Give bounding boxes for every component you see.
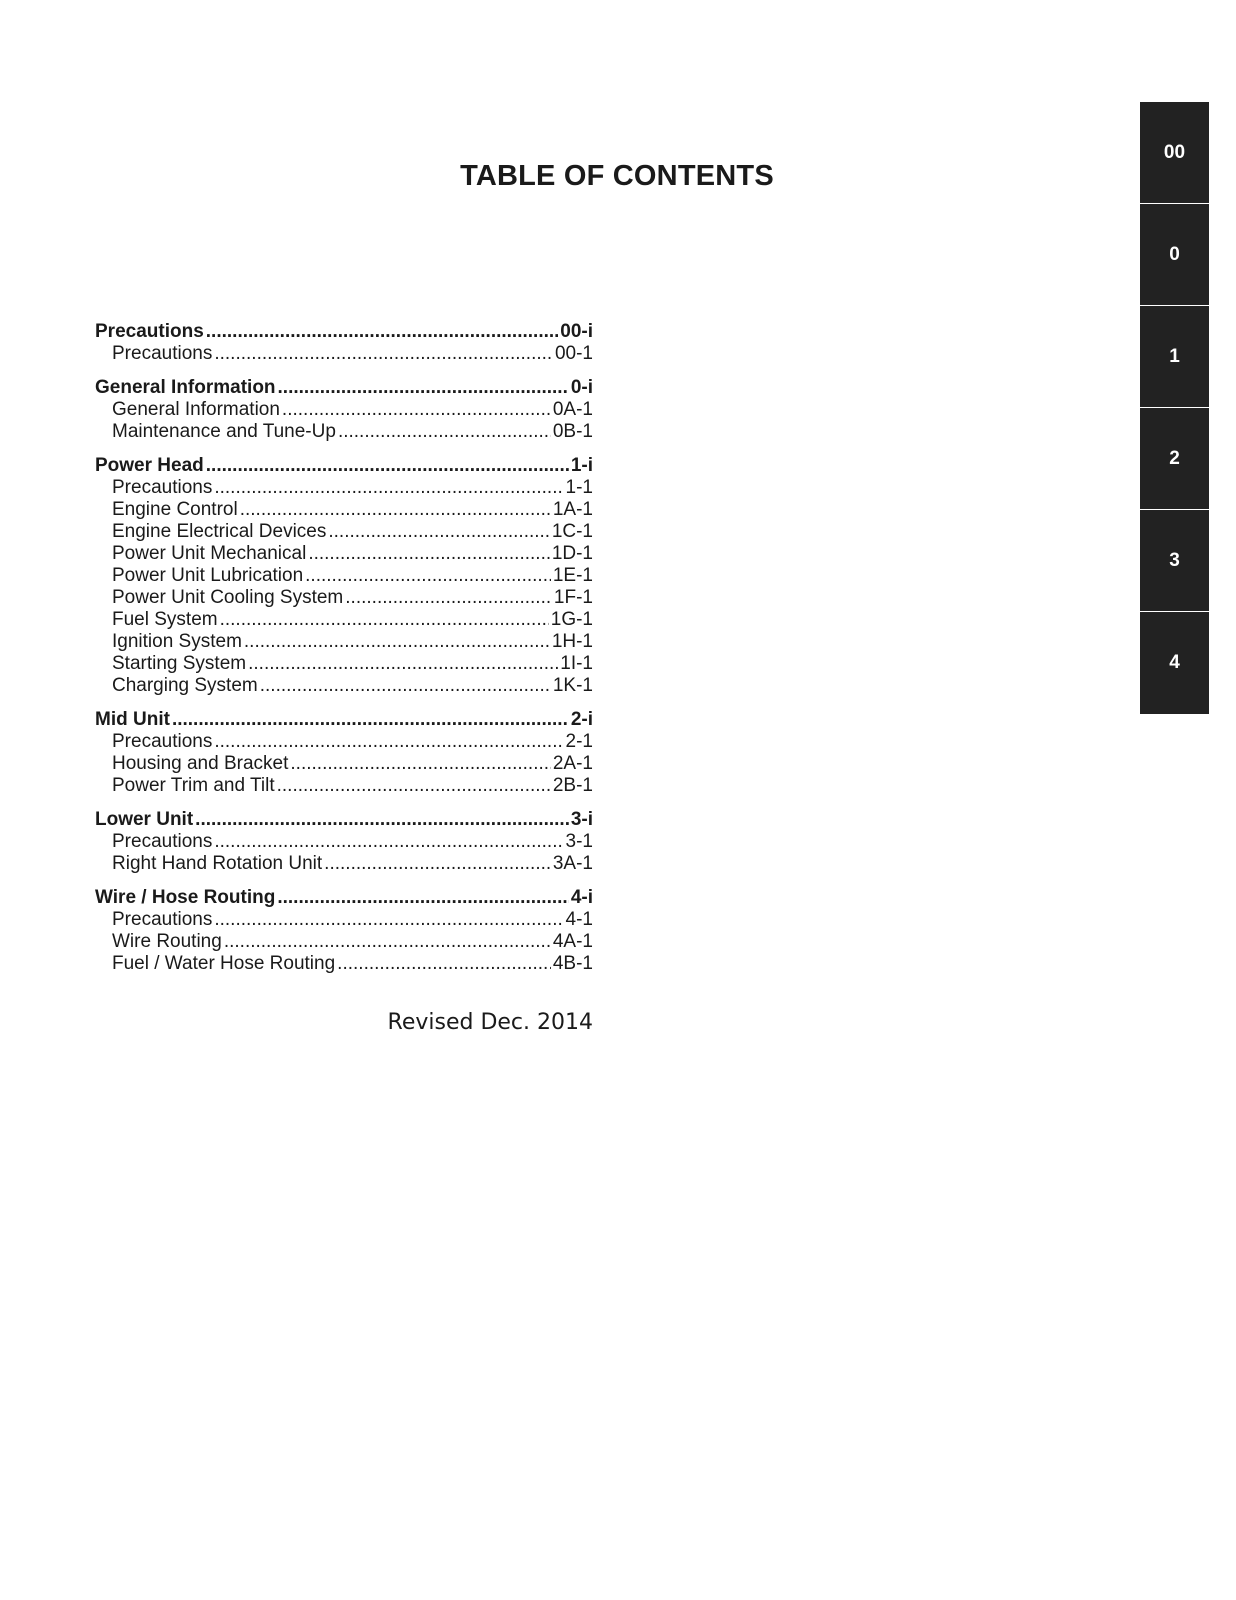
section-tab-1[interactable]: 1 <box>1140 306 1209 408</box>
toc-entry-label: Charging System <box>112 675 258 696</box>
toc-entry-page: 0B-1 <box>552 421 593 442</box>
toc-entry-label: Wire Routing <box>112 931 222 952</box>
toc-section-heading[interactable] <box>95 808 593 831</box>
toc-section-page: 4-i <box>570 887 593 908</box>
toc-entry-page: 4B-1 <box>552 953 593 974</box>
toc-entry-page: 1G-1 <box>550 609 593 630</box>
toc-entry[interactable] <box>95 565 593 587</box>
toc-leader-dots <box>278 376 569 399</box>
toc-entry[interactable] <box>95 931 593 953</box>
toc-entry[interactable] <box>95 609 593 631</box>
toc-entry-page: 2-1 <box>565 731 593 752</box>
section-tab-00[interactable]: 00 <box>1140 102 1209 204</box>
toc-entry[interactable] <box>95 853 593 875</box>
toc-entry-label: Fuel / Water Hose Routing <box>112 953 336 974</box>
toc-entry-page: 3A-1 <box>552 853 593 874</box>
toc-section-title: General Information <box>95 377 276 398</box>
toc-entry[interactable] <box>95 399 593 421</box>
toc-leader-dots <box>224 931 551 953</box>
toc-entry[interactable] <box>95 831 593 853</box>
toc-entry-label: Precautions <box>112 909 213 930</box>
revision-note: Revised Dec. 2014 <box>387 1010 593 1035</box>
toc-leader-dots <box>220 609 549 631</box>
toc-entry-page: 1I-1 <box>560 653 593 674</box>
section-tab-0[interactable]: 0 <box>1140 204 1209 306</box>
toc-entry-label: Precautions <box>112 477 213 498</box>
toc-leader-dots <box>338 421 551 443</box>
toc-leader-dots <box>328 521 549 543</box>
toc-section-heading[interactable] <box>95 320 593 343</box>
toc-entry-page: 4-1 <box>565 909 593 930</box>
toc-section <box>95 376 593 443</box>
toc-entry-page: 1E-1 <box>552 565 593 586</box>
toc-entry-page: 1-1 <box>565 477 593 498</box>
toc-leader-dots <box>240 499 551 521</box>
toc-entry[interactable] <box>95 421 593 443</box>
toc-entry-label: Right Hand Rotation Unit <box>112 853 323 874</box>
toc-entry[interactable] <box>95 499 593 521</box>
toc-entry-page: 4A-1 <box>552 931 593 952</box>
toc-entry[interactable] <box>95 675 593 697</box>
toc-entry-page: 2A-1 <box>552 753 593 774</box>
toc-section-page: 3-i <box>570 809 593 830</box>
toc-entry[interactable] <box>95 775 593 797</box>
toc-entry[interactable] <box>95 521 593 543</box>
toc-section-page: 0-i <box>570 377 593 398</box>
toc-entry-label: Power Trim and Tilt <box>112 775 275 796</box>
toc-leader-dots <box>260 675 551 697</box>
toc-entry[interactable] <box>95 543 593 565</box>
toc-entry-label: Power Unit Lubrication <box>112 565 304 586</box>
toc-entry[interactable] <box>95 587 593 609</box>
toc-section-title: Power Head <box>95 455 204 476</box>
toc-section-page: 1-i <box>570 455 593 476</box>
toc-entry-label: Housing and Bracket <box>112 753 289 774</box>
toc-entry-label: Ignition System <box>112 631 242 652</box>
toc-leader-dots <box>248 653 558 675</box>
page-title <box>0 160 1236 193</box>
section-tab-4[interactable]: 4 <box>1140 612 1209 714</box>
toc-leader-dots <box>282 399 551 421</box>
toc-entry-page: 1H-1 <box>551 631 593 652</box>
toc-leader-dots <box>172 708 569 731</box>
toc-leader-dots <box>290 753 550 775</box>
toc-leader-dots <box>206 454 569 477</box>
toc-section <box>95 454 593 697</box>
toc-entry-page: 1F-1 <box>553 587 593 608</box>
toc-section <box>95 808 593 875</box>
section-tabs <box>1140 102 1209 714</box>
toc-leader-dots <box>214 343 553 365</box>
toc-entry-page: 1K-1 <box>552 675 593 696</box>
toc-entry-page: 1D-1 <box>551 543 593 564</box>
toc-entry-label: Precautions <box>112 731 213 752</box>
toc-leader-dots <box>324 853 551 875</box>
toc-section-title: Lower Unit <box>95 809 194 830</box>
toc-leader-dots <box>214 477 563 499</box>
toc-entry-label: Starting System <box>112 653 247 674</box>
toc-entry-page: 2B-1 <box>552 775 593 796</box>
toc-entry[interactable] <box>95 631 593 653</box>
toc-entry-label: Maintenance and Tune-Up <box>112 421 336 442</box>
toc-section-heading[interactable] <box>95 886 593 909</box>
toc-leader-dots <box>214 831 563 853</box>
toc-leader-dots <box>206 320 558 343</box>
toc-leader-dots <box>195 808 569 831</box>
toc-entry[interactable] <box>95 477 593 499</box>
toc-entry-label: Engine Electrical Devices <box>112 521 327 542</box>
toc-entry[interactable] <box>95 731 593 753</box>
toc-leader-dots <box>308 543 550 565</box>
toc-entry-page: 00-1 <box>554 343 593 364</box>
toc-entry[interactable] <box>95 653 593 675</box>
toc-section-heading[interactable] <box>95 376 593 399</box>
toc-entry[interactable] <box>95 753 593 775</box>
toc-section-title: Mid Unit <box>95 709 170 730</box>
toc-section-page: 00-i <box>560 321 593 342</box>
section-tab-2[interactable]: 2 <box>1140 408 1209 510</box>
toc-entry-label: General Information <box>112 399 280 420</box>
section-tab-3[interactable]: 3 <box>1140 510 1209 612</box>
toc-entry[interactable] <box>95 909 593 931</box>
toc-entry-page: 0A-1 <box>552 399 593 420</box>
toc-entry-label: Precautions <box>112 831 213 852</box>
toc-section <box>95 886 593 975</box>
toc-leader-dots <box>277 775 551 797</box>
toc-leader-dots <box>214 731 563 753</box>
toc-entry[interactable] <box>95 953 593 975</box>
toc-entry-label: Power Unit Mechanical <box>112 543 307 564</box>
toc-entry[interactable] <box>95 343 593 365</box>
toc-section-page: 2-i <box>570 709 593 730</box>
toc-leader-dots <box>337 953 551 975</box>
toc-entry-page: 3-1 <box>565 831 593 852</box>
page-title-text: TABLE OF CONTENTS <box>460 160 774 192</box>
toc-section <box>95 708 593 797</box>
toc-section-title: Precautions <box>95 321 204 342</box>
toc-entry-label: Fuel System <box>112 609 218 630</box>
toc-entry-page: 1C-1 <box>551 521 593 542</box>
toc-leader-dots <box>305 565 551 587</box>
toc-section-heading[interactable] <box>95 708 593 731</box>
toc-entry-label: Power Unit Cooling System <box>112 587 344 608</box>
toc-leader-dots <box>244 631 550 653</box>
toc-entry-page: 1A-1 <box>552 499 593 520</box>
toc-section <box>95 320 593 365</box>
toc-entry-label: Precautions <box>112 343 213 364</box>
toc-entry-label: Engine Control <box>112 499 238 520</box>
toc-section-heading[interactable] <box>95 454 593 477</box>
toc-leader-dots <box>277 886 568 909</box>
table-of-contents <box>95 320 593 986</box>
toc-leader-dots <box>214 909 563 931</box>
toc-leader-dots <box>345 587 552 609</box>
toc-section-title: Wire / Hose Routing <box>95 887 276 908</box>
